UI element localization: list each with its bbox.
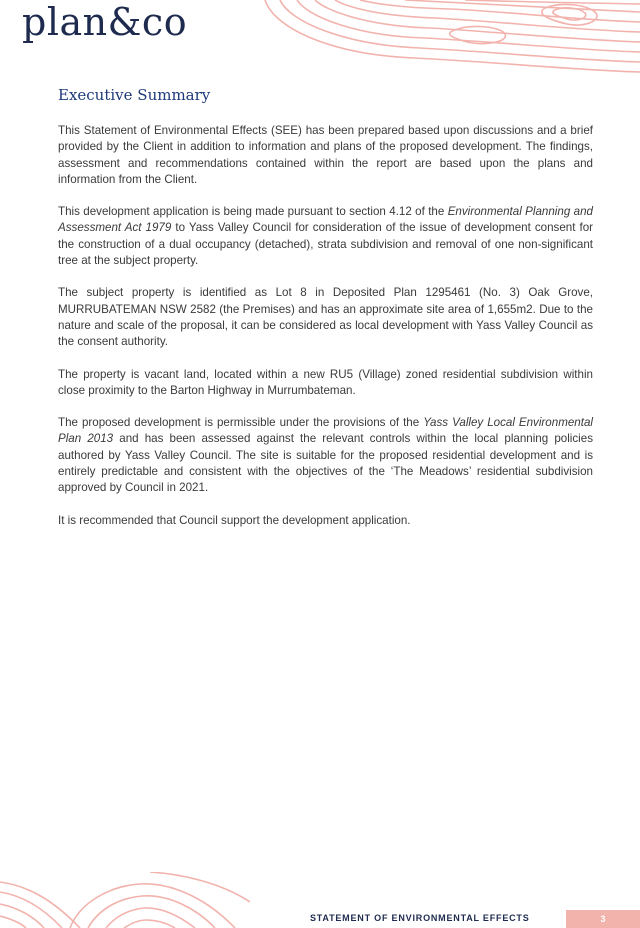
paragraph-intro: This Statement of Environmental Effects (SEE) has been prepared based upon discussions and a brief provided by the Client in addition to information and plans of the proposed development. The findings, assessment and recommendations contained within the report are based upon the plans and information from the Client. bbox=[58, 124, 593, 186]
act-title: Environmental Planning and Assessment Act 1979 bbox=[58, 205, 593, 235]
plan-title: Yass Valley Local Environmental Plan 2013 bbox=[58, 416, 593, 446]
paragraph-property: The subject property is identified as Lot 8 in Deposited Plan 1295461 (No. 3) Oak Grove, MURRUBATEMAN NSW 2582 (the Premises) and has an approximate site area of 1,655m2. Due to the nature and scale of the proposal, it can be considered as local development with Yass Valley Council as the consent authority. bbox=[58, 286, 593, 349]
contour-decoration-top bbox=[255, 0, 640, 75]
paragraph-land: The property is vacant land, located within a new RU5 (Village) zoned residential subdivision within close proximity to the Barton Highway in Murrumbateman. bbox=[58, 367, 593, 397]
body-text bbox=[58, 123, 593, 545]
paragraph-application bbox=[58, 204, 593, 269]
paragraph-recommendation: It is recommended that Council support the development application. bbox=[58, 513, 411, 527]
page-number-badge: 3 bbox=[566, 910, 640, 928]
contour-decoration-bottom bbox=[0, 872, 250, 928]
text-segment: The proposed development is permissible under the provisions of the bbox=[58, 416, 424, 430]
footer-document-title: STATEMENT OF ENVIRONMENTAL EFFECTS bbox=[310, 913, 530, 923]
brand-logo: plan&co bbox=[22, 0, 188, 44]
text-segment: to Yass Valley Council for consideration of the issue of development consent for the construction of a dual occupancy (detached), strata subdivision and removal of one non-significant tree at the subject property. bbox=[58, 221, 594, 268]
section-heading: Executive Summary bbox=[58, 86, 211, 104]
text-segment: This development application is being made pursuant to section 4.12 of the bbox=[58, 205, 448, 219]
paragraph-permissibility bbox=[58, 415, 593, 496]
text-segment: and has been assessed against the relevant controls within the local planning policies authored by Yass Valley Council. The site is suitable for the proposed residential development and is entirely predictable and consistent with the objectives of the ‘The Meadows’ residential subdivision approved by Council in 2021. bbox=[58, 432, 593, 495]
